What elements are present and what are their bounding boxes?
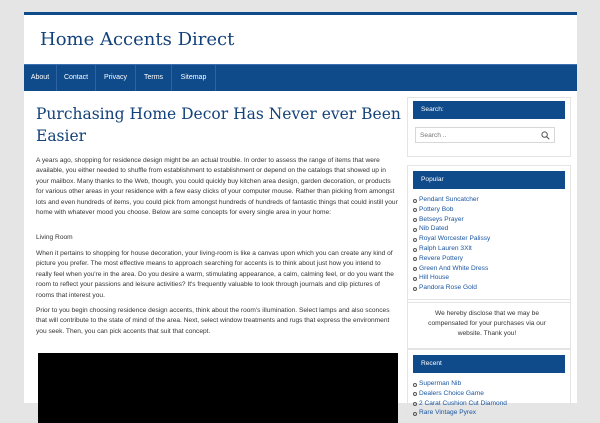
popular-item[interactable]: Pendant Suncatcher bbox=[413, 195, 490, 205]
search-input[interactable] bbox=[418, 128, 537, 142]
lighting-paragraph: Prior to you begin choosing residence design accents, think about the room's illumination. Select lamps and also sconces that will contribute to the state of mind of the area. Next, select window treatments and rugs that express the environment you seek. Then, you can pick accents that suit that concept. bbox=[36, 307, 390, 335]
recent-widget-heading: Recent bbox=[413, 355, 565, 373]
main-navigation bbox=[24, 64, 577, 91]
video-embed[interactable] bbox=[38, 353, 398, 423]
popular-item[interactable]: Pandora Rose Gold bbox=[413, 283, 490, 293]
living-room-paragraph: When it pertains to shopping for house decoration, your living-room is like a canvas upon which you can create any kind of picture you prefer. The most effective means to approach searching for accents is to think about just how you intend to really feel when you're in the area. Do you desire a warm, stimulating appearance, a calm, calming feel, or do you want the room to reflect your passions and leisure activities? It's frequently valuable to look through journals and clip pictures of rooms that interest you. bbox=[36, 250, 394, 299]
nav-item-terms[interactable]: Terms bbox=[136, 65, 172, 91]
popular-item[interactable]: Hill House bbox=[413, 273, 490, 283]
site-title[interactable]: Home Accents Direct bbox=[40, 29, 235, 50]
affiliate-disclosure: We hereby disclose that we may be compensated for your purchases via our website. Thank you! bbox=[428, 310, 546, 337]
popular-item[interactable]: Ralph Lauren 3Xlt bbox=[413, 244, 490, 254]
nav-item-sitemap[interactable]: Sitemap bbox=[172, 65, 216, 91]
popular-item[interactable]: Betseys Prayer bbox=[413, 215, 490, 225]
popular-list bbox=[413, 195, 490, 293]
nav-item-privacy[interactable]: Privacy bbox=[96, 65, 136, 91]
popular-item[interactable]: Royal Worcester Palissy bbox=[413, 234, 490, 244]
recent-list bbox=[413, 379, 507, 418]
popular-widget-heading: Popular bbox=[413, 171, 565, 189]
recent-item[interactable]: 2 Carat Cushion Cut Diamond bbox=[413, 399, 507, 409]
popular-item[interactable]: Green And White Dress bbox=[413, 264, 490, 274]
popular-item[interactable]: Pottery Bob bbox=[413, 205, 490, 215]
nav-item-contact[interactable]: Contact bbox=[57, 65, 96, 91]
popular-item[interactable]: Revere Pottery bbox=[413, 254, 490, 264]
search-widget-heading: Search: bbox=[413, 101, 565, 119]
post-intro-paragraph: A years ago, shopping for residence design might be an actual trouble. In order to assess the range of items that were available, you either needed to shuffle from establishment to establishment or depend on the catalogs that showed up in your mailbox. Many thanks to the Web, though, you could quickly buy kitchen area design, garden decoration, or products for various other areas in your residence with a few easy clicks of your computer mouse. Rather than picking from amongst lots and even hundreds of items, you could pick from amongst hundreds of hundreds of fantastic things that could instill your home with whatever mood you choose. Below are some concepts for every single area in your home: bbox=[36, 157, 398, 217]
section-heading-living-room: Living Room bbox=[36, 234, 73, 241]
search-icon[interactable] bbox=[541, 131, 550, 140]
recent-item[interactable]: Rare Vintage Pyrex bbox=[413, 408, 507, 418]
recent-item[interactable]: Superman Nib bbox=[413, 379, 507, 389]
search-box bbox=[415, 127, 555, 143]
nav-item-about[interactable]: About bbox=[24, 65, 57, 91]
page-container bbox=[24, 12, 577, 417]
popular-item[interactable]: Nib Dated bbox=[413, 224, 490, 234]
post-title: Purchasing Home Decor Has Never ever Been Easier bbox=[36, 105, 401, 145]
recent-item[interactable]: Dealers Choice Game bbox=[413, 389, 507, 399]
